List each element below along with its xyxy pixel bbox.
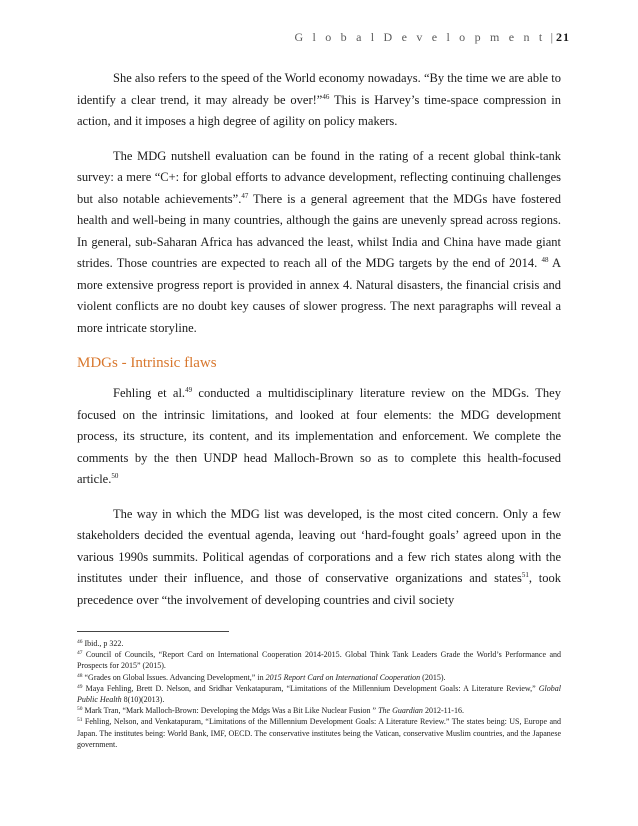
footnote-ref[interactable]: 47	[241, 191, 249, 200]
running-title: G l o b a l D e v e l o p m e n t	[294, 30, 546, 44]
running-header	[294, 30, 570, 45]
section-heading: MDGs - Intrinsic flaws	[77, 355, 217, 371]
footnote-ref[interactable]: 46	[322, 92, 330, 101]
page-number: 21	[556, 30, 570, 44]
paragraph: The way in which the MDG list was developed, is the most cited concern. Only a few stakeholders decided the eventual agenda, leaving out ‘hard-fought goals’ agreed upon in the various 1990s summits. Political agendas of corporations and a few rich states along with the institutes under their influence, and those of conservative organizations and states$^{51}$, took precedence over “the involvement of developing countries and civil society	[77, 506, 561, 607]
footnote: $^{48}$ “Grades on Global Issues. Advancing Development,” in 2015 Report Card on International Cooperation (2015).	[77, 672, 446, 682]
paragraph: The MDG nutshell evaluation can be found in the rating of a recent global think-tank survey: a mere “C+: for global efforts to advance development, reflecting continuing challenges but also notable achievements”.$^{47}$ There is a general agreement that the MDGs have fostered health and well-being in many countries, although the gains are unevenly spread across regions. In general, sub-Saharan Africa has advanced the least, whilst India and China have made giant strides. Those countries are expected to reach all of the MDG targets by the end of 2014. $^{48}$ A more extensive progress report is provided in annex 4. Natural disasters, the financial crisis and violent conflicts are no doubt key causes of slower progress. The next paragraphs will reveal a more intricate storyline.	[77, 148, 562, 335]
footnote: $^{49}$ Maya Fehling, Brett D. Nelson, and Sridhar Venkatapuram, “Limitations of the Millennium Development Goals: A Literature Review,” Global Public Health 8(10)(2013).	[77, 683, 561, 705]
footnotes	[77, 638, 561, 750]
footnote: $^{51}$ Fehling, Nelson, and Venkatapuram, “Limitations of the Millennium Development Goals: A Literature Review.” The states being: US, Europe and Japan. The institutes being: World Bank, IMF, OECD. The conservative institutes being the Vatican, conservative Muslim countries, and the Japanese government.	[77, 717, 561, 749]
footnote: $^{46}$ Ibid., p 322.	[77, 639, 124, 648]
footnote-ref[interactable]: 48	[541, 256, 549, 264]
footnote-ref[interactable]: 50	[111, 472, 119, 480]
paragraph: She also refers to the speed of the World economy nowadays. “By the time we are able to identify a clear trend, it may already be over!”$^{46}$ This is Harvey’s time-space compression in action, and it imposes a high degree of agility on policy makers.	[77, 71, 561, 128]
footnote-ref[interactable]: 49	[185, 386, 193, 394]
footnote-divider	[77, 631, 229, 632]
footnote: $^{47}$ Council of Councils, “Report Card on International Cooperation 2014-2015. Global Think Tank Leaders Grade the World’s Performance and Prospects for 2015” (2015).	[77, 650, 561, 671]
paragraph: Fehling et al.$^{49}$ conducted a multidisciplinary literature review on the MDGs. They focused on the intrinsic limitations, and looked at four elements: the MDG development process, its structure, its content, and its implementation and enforcement. We complete the comments by the then UNDP head Malloch-Brown so as to complete this health-focused article.$^{50}$	[77, 386, 561, 486]
body-text	[77, 68, 561, 624]
header-separator: |	[550, 30, 553, 44]
footnote-ref[interactable]: 51	[521, 571, 529, 579]
footnote: $^{50}$ Mark Tran, “Mark Malloch-Brown: Developing the Mdgs Was a Bit Like Nuclear Fusion ” The Guardian 2012-11-16.	[77, 706, 464, 716]
